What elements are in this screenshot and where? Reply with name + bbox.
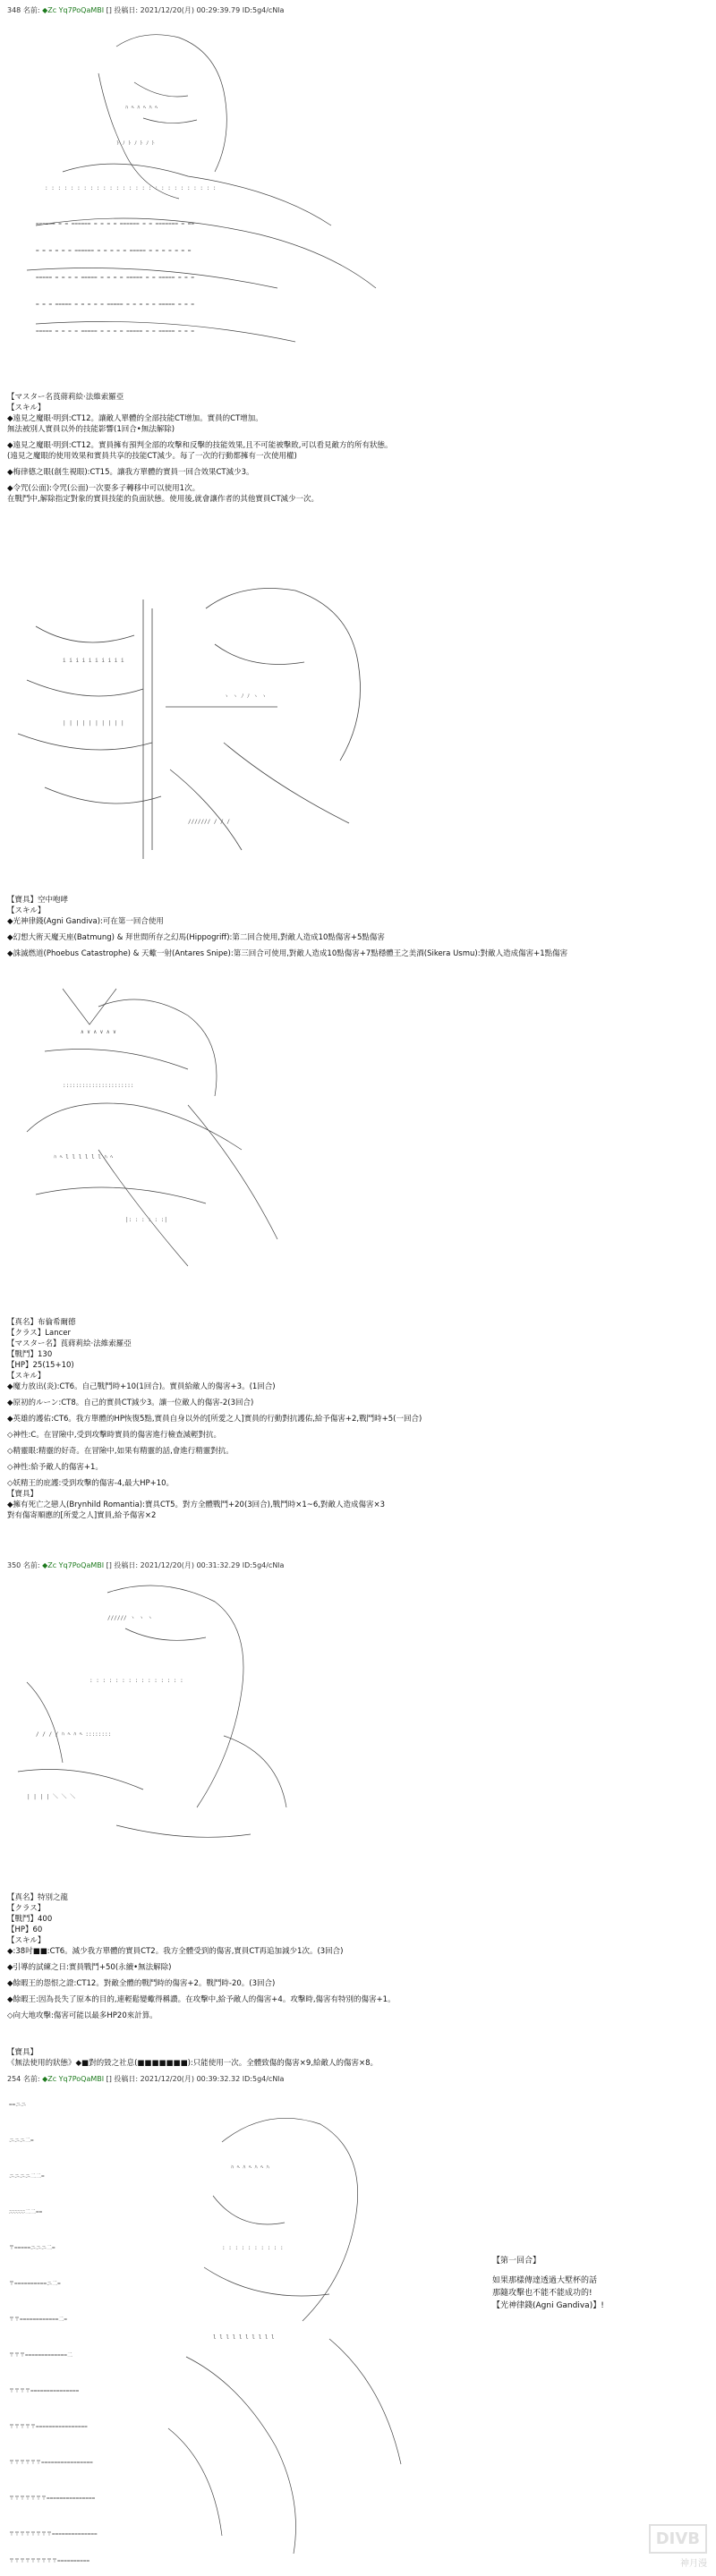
text-line: 【HP】25(15+10) [7,1361,74,1370]
stats-block-4 [7,1892,709,2021]
date-label: [] 投稿日: [106,1561,139,1569]
text-line: 【スキル】 [7,404,46,412]
svg-text:∧ ∨ ∧ ∨ ∧ ∨: ∧ ∨ ∧ ∨ ∧ ∨ [81,1029,116,1035]
text-line: 【真名】特別之龍 [7,1893,69,1902]
post-number: 254 [7,2075,21,2083]
svg-text:ﾊ ﾍ l l l l l l ﾊ ﾍ: ﾊ ﾍ l l l l l l ﾊ ﾍ [54,1154,114,1160]
text-line: 【クラス】 [7,1904,46,1913]
dialogue-line: 那隨攻擊也不能不能成功的! [492,2289,592,2298]
text-line: 【HP】60 [7,1926,43,1934]
post-header-348 [7,5,284,15]
text-line: 【マスター名】莨蔣莉絵·法維索羅亞 [7,1339,132,1348]
poster-trip[interactable]: ◆Zc Yq7PoQaMBI [42,2075,105,2083]
post-date: 2021/12/20(月) 00:39:32.32 [140,2075,241,2083]
svg-text:===== = = = = ===== = = = = ==: ===== = = = = ===== = = = = ===== = = ===== = = = [36,328,195,335]
text-line: ◆餘暇王的怨恨之證:CT12。對敵全體的戰鬥時的傷害+2。戰鬥時-20。(3回合) [7,1979,276,1988]
text-line: 【スキル】 [7,1372,46,1381]
text-line: 【スキル】 [7,906,46,915]
text-line: 【戰鬥】130 [7,1350,53,1359]
stats-block-1 [7,392,709,505]
date-label: [] 投稿日: [106,2075,139,2083]
text-line: 【マスター名莨蔣莉絵·法維索羅亞 [7,393,124,402]
name-label: 名前: [22,6,40,14]
text-line: ◇神性:給予敵人的傷害+1。 [7,1463,103,1472]
text-line: ◇神性:C。在冒險中,受到攻擊時實員的傷害進行檢查減輕對抗。 [7,1431,222,1440]
text-line: 【スキル】 [7,1936,46,1945]
treasure-block [7,2047,709,2069]
svg-text:〒=====ニニニ二=: 〒=====ニニニ二= [9,2245,55,2251]
svg-text:|: : : : : :|: |: : : : : :| [125,1217,167,1223]
text-line: ◆誅滅燃道(Phoebus Catastrophe) & 天蠍一射(Antares Snipe):第三回合可使用,對敵人造成10點傷害+7點穩體王之美酒(Sikera Usmu):對敵人造成傷害+1點傷害 [7,949,568,958]
text-line: ◆幻想大術天魔天座(Batmung) & 拜世間所存之幻馬(Hippogriff):第二回合使用,對敵人造成10點傷害+5點傷害 [7,933,385,942]
svg-text:ニニニ二=: ニニニ二= [9,2138,34,2144]
svg-text:ﾊ ﾍ ﾊ ﾍ ﾊ ﾍ ﾊ: ﾊ ﾍ ﾊ ﾍ ﾊ ﾍ ﾊ [231,2164,269,2171]
post-date: 2021/12/20(月) 00:29:39.79 [140,6,241,14]
text-line: 無法被別人實員以外的技能影響(1回合•無法解除) [7,425,175,434]
text-line: ◆原初的ルーン:CT8。自己的實員CT減少3。讓一位敵人的傷害-2(3回合) [7,1399,254,1407]
svg-text:〒〒〒=============二: 〒〒〒=============二 [9,2352,72,2359]
text-line: ◆餘暇王:因為長失了原本的目的,連輕鬆變蠍得稱讚。在攻擊中,給予敵人的傷害+4。攻擊時,傷害有特別的傷害+1。 [7,1995,396,2004]
dialogue-line: 【光神律錢(Agni Gandiva)】! [492,2301,604,2310]
text-line: ◆遠見之魔眼·明到:CT12。實員擁有預判全部的攻擊和反擊的技能效果,且不可能被擊敗,可以看見敵方的所有狀態。 [7,441,393,450]
svg-text:ﾊ ﾍ ﾊ ﾍ ﾊ ﾍ: ﾊ ﾍ ﾊ ﾍ ﾊ ﾍ [125,105,158,111]
svg-text:〒〒============二=: 〒〒============二= [9,2317,67,2323]
ascii-art-lancer [9,971,403,1311]
ascii-art-portrait-1 [9,20,403,378]
svg-text:= = = ===== = = = = = ===== =: = = = ===== = = = = = ===== = = = = = ===== = = = [36,302,195,308]
dialogue-title: 【第一回合】 [492,2257,541,2266]
text-line: ◇向大地攻擊:傷害可能以最多HP20來計算。 [7,2011,158,2020]
svg-text:ニニニニ二二=: ニニニニ二二= [9,2173,45,2180]
text-line: ◆令咒(公面):令咒(公面)一次要多子轉移中可以使用1次。 [7,484,200,493]
text-line: 【寶具】空中咆哮 [7,896,69,905]
text-line: 【寶具】 [7,1490,38,1499]
stats-block-2 [7,895,709,959]
text-line: ◆遠見之魔眼·明到:CT12。讓敵人單體的全部技能CT增加。實員的CT增加。 [7,414,263,423]
svg-text:ﾄ ﾉ ﾄ ﾉ ﾄ ﾉ ﾄ: ﾄ ﾉ ﾄ ﾉ ﾄ ﾉ ﾄ [116,140,155,147]
svg-text:====== = = ====== = = = = ====: ====== = = ====== = = = = ====== = = ======= = == [36,221,195,227]
post-date: 2021/12/20(月) 00:31:32.29 [140,1561,241,1569]
svg-text:| | | | | | | | | |: | | | | | | | | | | [63,720,124,727]
text-line: ◆梅律德之眼(創生視眼):CT15。讓我方單體的實員一回合效果CT減少3。 [7,468,254,477]
post-number: 350 [7,1561,21,1569]
svg-text:/ / / / ﾊ ﾍ ﾊ ﾍ ::::::::: / / / / ﾊ ﾍ ﾊ ﾍ :::::::: [36,1731,112,1738]
svg-text://///// / / /: /////// / / / [188,819,230,825]
post-id[interactable]: ID:5g4/cNla [242,1561,285,1569]
text-line: 【真名】布倫希爾德 [7,1318,76,1327]
name-label: 名前: [22,2075,40,2083]
ascii-art-final-scene [7,2088,455,2572]
svg-text:: : : : : : : : : : : : : : :: : : : : : : : : : : : : : : : [90,1678,183,1684]
svg-text:= = = = = = ====== = = = = = =: = = = = = = ====== = = = = = ===== = = = = = = = [36,248,192,254]
svg-text:::::::::::::::::::::::: :::::::::::::::::::::: [63,1083,134,1089]
svg-text:i i i i i i i i i i: i i i i i i i i i i [63,658,124,664]
svg-text:: : : : : : : : : : : : : : :: : : : : : : : : : : : : : : : : : : : : : : : : : : : [45,185,217,191]
watermark-text: 神月漫 [680,2559,707,2569]
text-line: ◆:38吋■■:CT6。減少我方單體的實員CT2。我方全體受到的傷害,實員CT再追加減少1次。(3回合) [7,1947,344,1956]
post-header-350 [7,1560,284,1570]
svg-text:===== = = = = ===== = = = = ==: ===== = = = = ===== = = = = ===== = = ===== = = = [36,275,195,281]
text-line: ◆光神律錢(Agni Gandiva):可在第一回合使用 [7,917,164,926]
text-line: 【寶具】 [7,2048,38,2057]
svg-text:〒〒〒〒〒〒〒〒〒==========: 〒〒〒〒〒〒〒〒〒========== [9,2558,90,2564]
ascii-art-dragon [9,1575,403,1883]
date-label: [] 投稿日: [106,6,139,14]
ascii-art-archer [9,555,707,886]
svg-text:ヽ ヽ ﾉ ﾉ ヽ ヽ: ヽ ヽ ﾉ ﾉ ヽ ヽ [224,693,268,700]
dialogue-box [492,2255,604,2312]
post-header-254 [7,2074,284,2084]
text-line: 在戰鬥中,解除指定對象的實員技能的負面狀態。使用後,就會讓作者的其他實員CT減少一次。 [7,495,320,504]
text-line: ◆引導的試練之日:實員戰鬥+50(永續•無法解除) [7,1963,172,1972]
name-label: 名前: [22,1561,40,1569]
poster-trip[interactable]: ◆Zc Yq7PoQaMBI [42,1561,105,1569]
svg-text:〒〒〒〒〒================: 〒〒〒〒〒================ [9,2424,88,2430]
svg-text:: : : : : : : : : :: : : : : : : : : : : [222,2245,284,2251]
watermark-logo: DIVB [649,2524,707,2554]
text-line: 對有傷寄順應的[所愛之人]實員,給予傷害×2 [7,1511,157,1520]
text-line: ◆擁有死亡之戀人(Brynhild Romantia):寶具CT5。對方全體戰鬥+20(3回合),戰鬥時×1~6,對敵人造成傷害×3 [7,1501,385,1509]
svg-text:| | | | ＼ ＼ ＼: | | | | ＼ ＼ ＼ [27,1794,76,1800]
text-line: ◇精靈眼:精靈的好奇。在冒險中,如果有精靈的話,會進行精靈對抗。 [7,1447,234,1456]
post-id[interactable]: ID:5g4/cNla [242,2075,285,2083]
svg-text:〒==========ニ二=: 〒==========ニ二= [9,2281,61,2287]
text-line: 【戰鬥】400 [7,1915,53,1924]
text-line: ◆英雄的護佑:CT6。我方單體的HP恢復5點,實員自身以外的[所愛之人]實員的行動對抗護佑,給予傷害+2,戰鬥時+5(一回合) [7,1415,422,1424]
svg-text:ﾆﾆﾆﾆﾆﾆ二二==: ﾆﾆﾆﾆﾆﾆ二二== [9,2209,43,2215]
text-line: (遠見之魔眼的使用效果和實員共享的技能CT減少。每了一次的行動都擁有一次使用權) [7,452,297,461]
svg-text:〒〒〒〒〒〒================: 〒〒〒〒〒〒================ [9,2460,93,2466]
post-id[interactable]: ID:5g4/cNla [242,6,285,14]
dialogue-line: 如果那樣傳達透過大墅杯的話 [492,2276,598,2285]
site-watermark [649,2524,707,2569]
svg-text:〒〒〒〒〒〒〒〒==============: 〒〒〒〒〒〒〒〒============== [9,2531,98,2538]
text-line: ◇妖精王的庇護:受到攻擊的傷害-4,最大HP+10。 [7,1479,175,1488]
text-line: 《無法使用的狀態》◆■對的毀之社息(■■■■■■■):只能使用一次。全體致傷的傷害×9,給敵人的傷害×8。 [7,2059,379,2068]
svg-text:==ニニ: ==ニニ [9,2102,27,2108]
text-line: ◆魔力放出(炎):CT6。自己戰鬥時+10(1回合)。實員給敵人的傷害+3。(1回合) [7,1382,276,1391]
svg-text:l l l l l l l l l l: l l l l l l l l l l [213,2334,275,2341]
svg-text:〒〒〒〒===============: 〒〒〒〒=============== [9,2388,80,2394]
poster-trip[interactable]: ◆Zc Yq7PoQaMBI [42,6,105,14]
stats-block-3 [7,1317,709,1521]
text-line: 【クラス】Lancer [7,1329,71,1338]
post-number: 348 [7,6,21,14]
svg-text:////// ヽ ヽ ヽ: ////// ヽ ヽ ヽ [107,1615,153,1621]
svg-text:〒〒〒〒〒〒〒===============: 〒〒〒〒〒〒〒=============== [9,2495,96,2502]
